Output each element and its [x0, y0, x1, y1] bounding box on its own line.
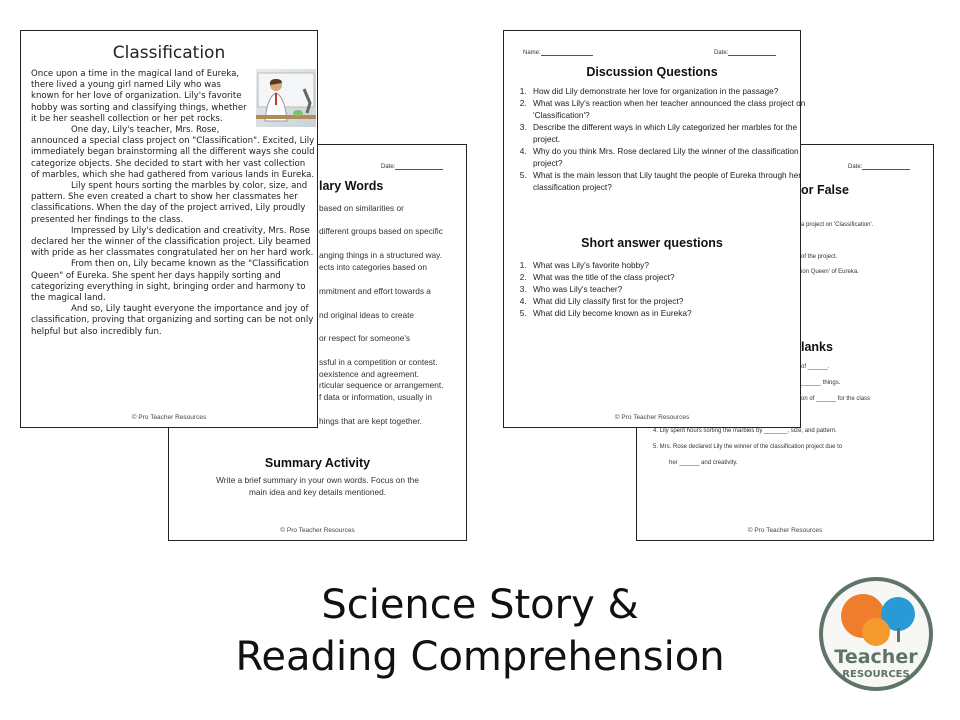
tf-line: ion Queen' of Eureka. — [801, 269, 859, 275]
vocab-line: anging things in a structured way. — [319, 250, 442, 260]
short-question: 4. What did Lily classify first for the project? — [529, 295, 819, 307]
footer-copyright: © Pro Teacher Resources — [614, 414, 690, 421]
discussion-question: 3. Describe the different ways in which Lily categorized her marbles for the project. — [529, 121, 819, 145]
questions-page — [503, 30, 806, 428]
true-false-heading: or False — [801, 183, 849, 197]
vocab-line: mmitment and effort towards a — [319, 286, 431, 296]
discussion-question: 2. What was Lily's reaction when her teacher announced the class project on 'Classification'? — [529, 97, 819, 121]
vocab-line: hings that are kept together. — [319, 416, 422, 426]
date-field — [848, 162, 910, 170]
date-label: Date: — [381, 164, 396, 170]
svg-text:RESOURCES: RESOURCES — [842, 669, 910, 680]
vocab-line: rticular sequence or arrangement. — [319, 380, 444, 390]
vocab-line: oexistence and agreement. — [319, 369, 420, 379]
svg-text:Teacher: Teacher — [834, 646, 918, 668]
story-paragraph: And so, Lily taught everyone the importance and joy of classification, proving that organizing and sorting can be not only helpful but also incredibly fun. — [31, 304, 314, 337]
discussion-question: 1. How did Lily demonstrate her love for organization in the passage? — [529, 85, 819, 97]
vocab-line: ects into categories based on — [319, 262, 427, 272]
date-field — [714, 48, 776, 56]
footer-copyright: © Pro Teacher Resources — [280, 527, 355, 534]
story-paragraph: Once upon a time in the magical land of Eureka, there lived a young girl named Lily who was known for her love of organization. Lily's favorite hobby was sorting and classifying things, whether it be her seashell collection or her pet rocks. — [31, 69, 247, 124]
name-field — [523, 48, 593, 56]
short-question: 2. What was the title of the class project? — [529, 271, 819, 283]
vocab-line: nd original ideas to create — [319, 310, 415, 320]
vocab-line: ssful in a competition or contest. — [319, 357, 438, 367]
short-answer-list — [507, 259, 819, 319]
tf-line: a project on 'Classification'. — [801, 222, 874, 228]
banner-line-1: Science Story & — [321, 582, 639, 628]
short-question: 5. What did Lily become known as in Eureka? — [529, 307, 819, 319]
teacher-resources-logo — [818, 576, 934, 692]
story-paragraph: Impressed by Lily's dedication and creativity, Mrs. Rose declared her the winner of the classification project. Lily beamed with pride as her classmates congratulated her on her hard work. — [31, 225, 314, 259]
date-field — [381, 162, 443, 170]
story-page — [20, 30, 318, 428]
banner-line-2: Reading Comprehension — [235, 634, 725, 680]
story-paragraph: Lily spent hours sorting the marbles by color, size, and pattern. She even created a chart to show her classmates her classifications. When the day of the project arrived, Lily proudly presented her findings to the class. — [31, 181, 308, 225]
story-paragraph: One day, Lily's teacher, Mrs. Rose, announced a special class project on "Classification". Excited, Lily immediately began brainstorming all the different ways she could categorize objects. She decided to start with her vast collection of marbles, which she had gathered from various lands in Eureka. — [31, 125, 315, 180]
vocabulary-heading: lary Words — [319, 179, 384, 193]
short-question: 1. What was Lily's favorite hobby? — [529, 259, 819, 271]
blank-line: ______ things. — [801, 380, 841, 386]
short-answer-heading: Short answer questions — [581, 236, 723, 250]
vocab-line: or respect for someone's — [319, 333, 411, 343]
footer-copyright: © Pro Teacher Resources — [131, 414, 207, 421]
short-question: 3. Who was Lily's teacher? — [529, 283, 819, 295]
blank-item-4: 4. Lily spent hours sorting the marbles by _______, size, and pattern. — [653, 428, 837, 434]
vocab-line: different groups based on specific — [319, 226, 443, 236]
discussion-heading: Discussion Questions — [586, 65, 718, 79]
summary-heading: Summary Activity — [264, 456, 371, 470]
summary-line: main idea and key details mentioned. — [249, 487, 386, 497]
date-label: Date: — [714, 50, 729, 56]
tf-line: of the project. — [801, 254, 838, 260]
blank-item-5-cont: her ______ and creativity. — [669, 460, 738, 466]
story-body — [31, 69, 316, 338]
discussion-question: 5. What is the main lesson that Lily taught the people of Eureka through her classification project? — [529, 169, 819, 193]
story-paragraph: From then on, Lily became known as the "Classification Queen" of Eureka. She spent her days happily sorting and categorizing everything in sight, bringing order and harmony to the magical land. — [31, 259, 309, 304]
discussion-list — [507, 85, 819, 193]
vocab-line: f data or information, usually in — [319, 392, 432, 402]
story-title: Classification — [112, 43, 226, 63]
vocab-line: based on similarities or — [319, 203, 404, 213]
date-label: Date: — [848, 164, 863, 170]
blank-line: on of ______ for the class — [801, 396, 871, 402]
name-label: Name: — [523, 50, 541, 56]
summary-line: Write a brief summary in your own words. Focus on the — [216, 475, 419, 485]
blank-line: of ______. — [801, 364, 830, 370]
blank-item-5: 5. Mrs. Rose declared Lily the winner of the classification project due to — [653, 444, 843, 450]
scientist-illustration-icon — [256, 69, 316, 127]
fill-blanks-heading: lanks — [801, 340, 833, 354]
footer-copyright: © Pro Teacher Resources — [747, 527, 823, 534]
discussion-question: 4. Why do you think Mrs. Rose declared Lily the winner of the classification project? — [529, 145, 819, 169]
